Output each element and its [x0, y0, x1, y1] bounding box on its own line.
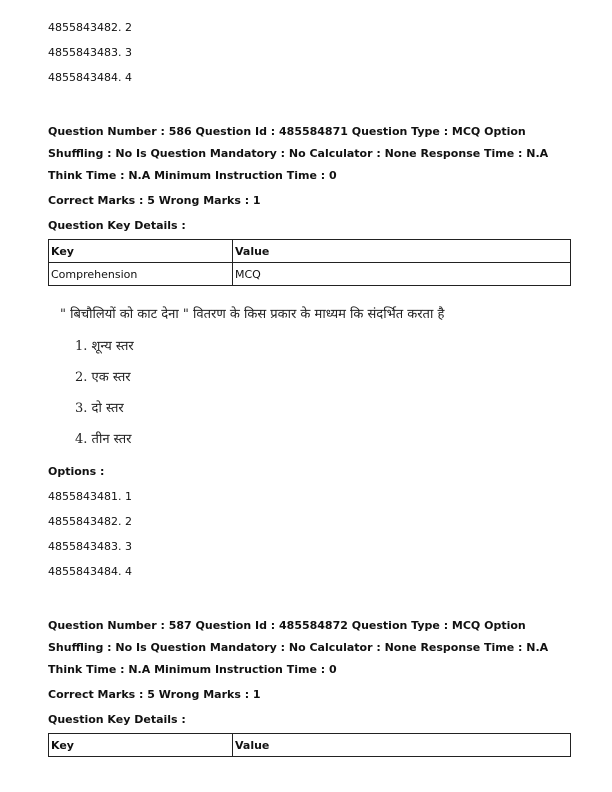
choice-item: 3. दो स्तर — [75, 401, 124, 416]
table-header-row — [49, 734, 571, 757]
option-line: 4855843484. 4 — [48, 565, 132, 578]
option-line: 4855843483. 3 — [48, 540, 132, 553]
choice-item: 1. शून्य स्तर — [75, 339, 134, 354]
option-line: 4855843482. 2 — [48, 515, 132, 528]
table-header-row — [49, 240, 571, 263]
key-details-table — [48, 733, 571, 757]
table-cell-key: Comprehension — [49, 263, 233, 286]
table-header-key: Key — [49, 240, 233, 263]
option-line: 4855843484. 4 — [48, 71, 132, 84]
question-header: Question Number : 587 Question Id : 485584872 Question Type : MCQ Option Shuffling : No Is Question Mandatory : No Calculator : None Response Time : N.A Think Time : N.A Minimum Instruction Time : 0 — [48, 619, 549, 676]
option-line: 4855843481. 1 — [48, 490, 132, 503]
marks-line: Correct Marks : 5 Wrong Marks : 1 — [48, 688, 261, 701]
key-details-label: Question Key Details : — [48, 219, 186, 232]
choice-item: 2. एक स्तर — [75, 370, 131, 385]
table-header-value: Value — [233, 240, 571, 263]
table-cell-value: MCQ — [233, 263, 571, 286]
question-text: " बिचौलियों को काट देना " वितरण के किस प्रकार के माध्यम कि संदर्भित करता है — [60, 307, 445, 322]
question-header: Question Number : 586 Question Id : 485584871 Question Type : MCQ Option Shuffling : No Is Question Mandatory : No Calculator : None Response Time : N.A Think Time : N.A Minimum Instruction Time : 0 — [48, 125, 549, 182]
key-details-table — [48, 239, 571, 286]
option-line: 4855843483. 3 — [48, 46, 132, 59]
choice-item: 4. तीन स्तर — [75, 432, 132, 447]
option-line: 4855843482. 2 — [48, 21, 132, 34]
options-label: Options : — [48, 465, 105, 478]
key-details-label: Question Key Details : — [48, 713, 186, 726]
table-row — [49, 263, 571, 286]
table-header-key: Key — [49, 734, 233, 757]
table-header-value: Value — [233, 734, 571, 757]
marks-line: Correct Marks : 5 Wrong Marks : 1 — [48, 194, 261, 207]
